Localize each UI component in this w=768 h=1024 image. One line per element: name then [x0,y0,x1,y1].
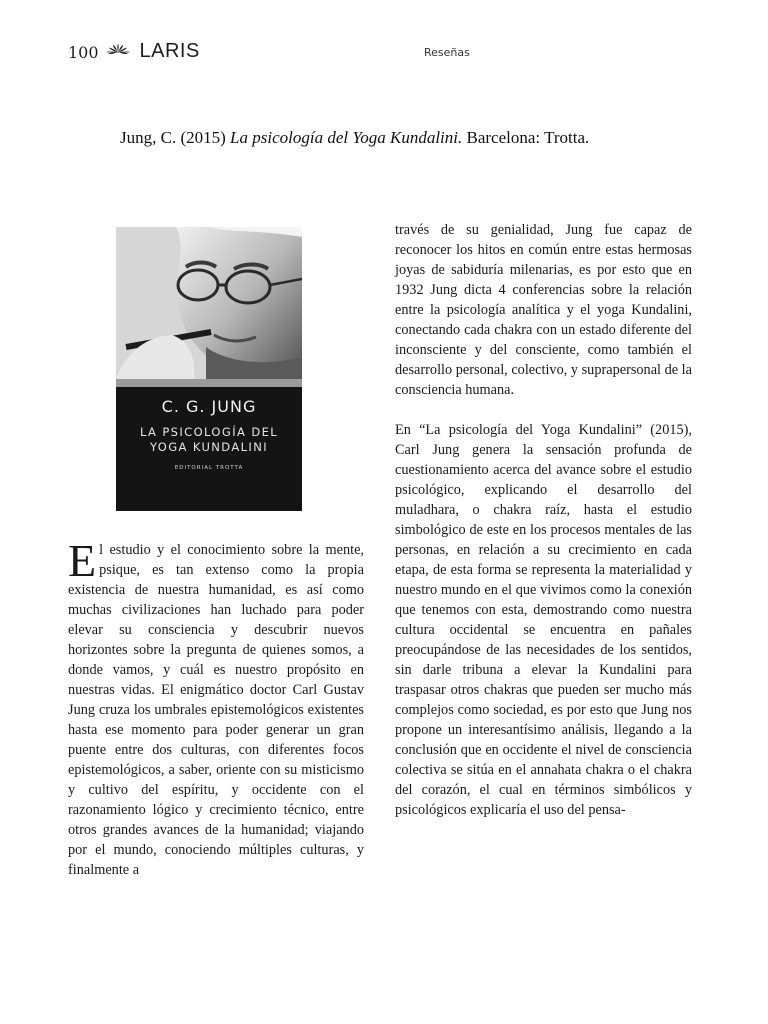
body-paragraph: En “La psicología del Yoga Kundalini” (2015), Carl Jung genera la sensación profunda de cuestionamiento acerca del avance sobre el estudio psicológico, explicando el desarrollo del muladhara, o chakra raíz, hasta el estudio simbológico de este en los procesos mentales de las personas, en relación a su crecimiento en cada etapa, de esta forma se representa la materialidad y nuestro mundo en el que vivimos como la conexión que tenemos con esta, demostrando como nuestra cultura occidental se encuentra en pañales preocupándose de las necesidades de los sentidos, sin darle tribuna a elevar la Kundalini para traspasar otros chakras que pueden ser mucho más complejos como sociedad, es por esto que Jung nos propone un interesantísimo análisis, llegando a la conclusión que en occidente el nivel de consciencia colectiva se sitúa en el annahata chakra o el chakra del corazón, el cual en términos simbólicos y psicológicos explicaría el uso del pensa- [395,422,692,818]
citation-author-year: Jung, C. (2015) [120,128,226,147]
author-photo [116,227,302,379]
section-label: Reseñas [424,46,470,59]
cover-title-line-2: YOGA KUNDALINI [149,440,269,454]
cover-title-line-1: LA PSICOLOGÍA DEL [139,425,279,439]
journal-logo: LARIS [99,40,200,63]
body-column-left [68,535,364,880]
cover-divider [116,379,302,387]
citation-publisher: Barcelona: Trotta. [466,128,590,147]
citation-title: La psicología del Yoga Kundalini. [230,128,463,147]
drop-cap: E [68,535,97,586]
page-header [68,40,708,64]
solaris-sun-logo-icon [100,43,136,61]
book-cover [116,227,302,511]
body-column-right [395,220,692,820]
body-paragraph [68,535,364,880]
cover-title [116,425,302,455]
review-citation [120,126,640,150]
body-paragraph: través de su genialidad, Jung fue capaz de reconocer los hitos en común entre estas hermosas joyas de sabiduría milenarias, es por esto que en 1932 Jung dicta 4 conferencias sobre la relación entre la psicología analítica y el yoga Kundalini, conectando cada chakra con un estado diferente del inconsciente y del consciente, como también el desarrollo personal, colectivo, y suprapersonal de la consciencia humana. [395,222,692,398]
paragraph-text: l estudio y el conocimiento sobre la mente, psique, es tan extenso como la propia existencia de nuestra humanidad, es así como muchas civilizaciones han luchado para poder elevar su consciencia y descubrir nuevos horizontes sobre la pregunta de quienes somos, a donde vamos, y cuál es nuestro propósito en nuestras vidas. El enigmático doctor Carl Gustav Jung cruza los umbrales epistemológicos existentes hasta ese momento para poder generar un gran puente entre dos culturas, con diferentes focos epistemológicos, a saber, oriente con su misticismo y cultivo del espíritu, y occidente con el razonamiento lógico y crecimiento técnico, entre otros grandes avances de la humanidad; viajando por el mundo, conociendo múltiples culturas, y finalmente a [68,542,364,878]
cover-author: C. G. JUNG [161,397,257,416]
page-number: 100 [68,43,99,62]
cover-publisher: EDITORIAL TROTTA [174,465,244,471]
